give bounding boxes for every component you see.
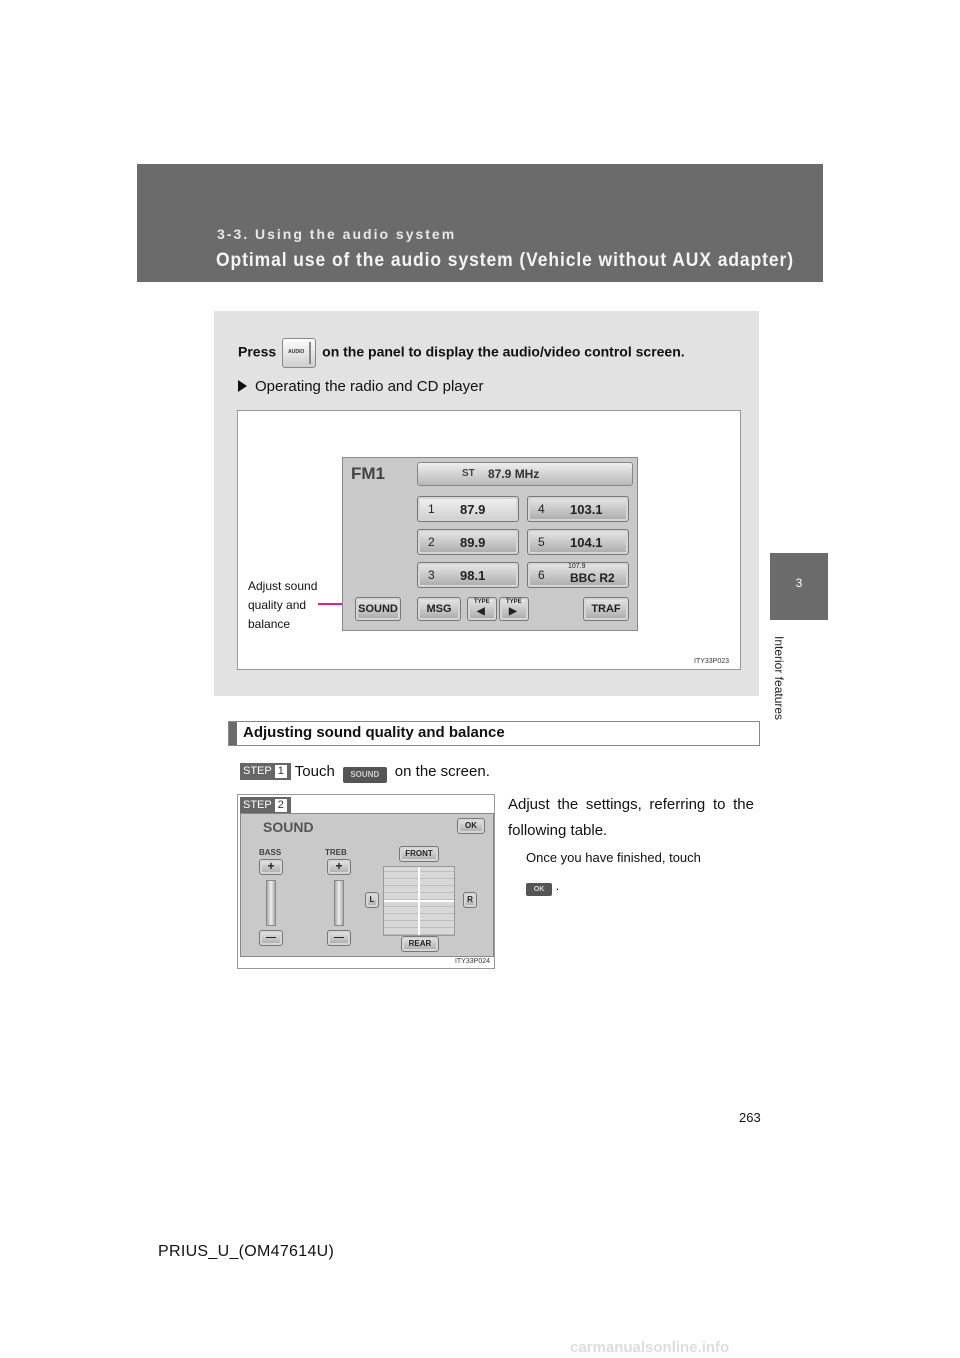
balance-crosshair-v <box>418 867 420 935</box>
preset-value: 89.9 <box>460 535 486 550</box>
preset-number: 4 <box>538 502 545 516</box>
triangle-bullet-icon <box>238 380 247 392</box>
preset-2-button[interactable] <box>417 529 519 555</box>
step-number: 1 <box>274 764 288 779</box>
radio-screen <box>342 457 638 631</box>
callout-label: Adjust sound quality and balance <box>248 579 318 631</box>
preset-number: 3 <box>428 568 435 582</box>
sound-figure <box>237 794 495 969</box>
press-instruction <box>238 338 685 368</box>
bass-minus-button[interactable]: — <box>259 930 283 946</box>
page-heading: Optimal use of the audio system (Vehicle without AUX adapter) <box>216 250 795 271</box>
preset-number: 5 <box>538 535 545 549</box>
sound-screen <box>240 813 494 957</box>
footer-code: PRIUS_U_(OM47614U) <box>158 1243 335 1260</box>
preset-value: 104.1 <box>570 535 603 550</box>
step-badge <box>240 797 291 814</box>
section-heading-bar <box>228 721 760 746</box>
traf-button[interactable]: TRAF <box>583 597 629 621</box>
balance-grid[interactable] <box>383 866 455 936</box>
left-arrow-icon: ◀ <box>477 606 485 617</box>
right-button[interactable]: R <box>463 892 477 908</box>
preset-value: 87.9 <box>460 502 486 517</box>
preset-3-button[interactable] <box>417 562 519 588</box>
ok-button[interactable]: OK <box>457 818 485 834</box>
page-number: 263 <box>739 1110 761 1125</box>
press-before: Press <box>238 343 277 360</box>
bass-label: BASS <box>259 848 282 857</box>
audio-button-label: AUDIO <box>288 349 305 355</box>
sound-button[interactable]: SOUND <box>355 597 401 621</box>
sound-screen-title: SOUND <box>263 819 314 835</box>
preset-number: 6 <box>538 568 545 582</box>
type-label: TYPE <box>474 599 490 605</box>
preset-5-button[interactable] <box>527 529 629 555</box>
frequency-display <box>417 462 633 486</box>
preset-number: 2 <box>428 535 435 549</box>
figure-code: ITY33P024 <box>454 958 490 965</box>
bullet-text: Operating the radio and CD player <box>255 378 484 395</box>
note-text <box>526 844 754 900</box>
preset-4-button[interactable] <box>527 496 629 522</box>
step-badge <box>240 763 291 780</box>
preset-sub-frequency: 107.9 <box>568 563 586 570</box>
type-prev-button[interactable] <box>467 597 497 621</box>
step1-before: Touch <box>294 763 335 780</box>
audio-button-icon <box>282 338 316 368</box>
ok-chip-icon: OK <box>526 883 552 896</box>
preset-value: 103.1 <box>570 502 603 517</box>
press-after: on the panel to display the audio/video control screen. <box>322 343 685 360</box>
step-1 <box>240 763 490 783</box>
left-button[interactable]: L <box>365 892 379 908</box>
bullet-item <box>238 378 483 395</box>
bass-plus-button[interactable]: + <box>259 859 283 875</box>
step-2-text: Adjust the settings, referring to the following table. <box>508 796 754 839</box>
preset-value: 98.1 <box>460 568 486 583</box>
frequency-value: 87.9 MHz <box>488 467 540 481</box>
type-next-button[interactable] <box>499 597 529 621</box>
right-arrow-icon: ▶ <box>509 606 517 617</box>
front-button[interactable]: FRONT <box>399 846 439 862</box>
step-label: STEP <box>243 799 272 811</box>
chapter-number: 3 <box>795 576 803 590</box>
note-before: Once you have finished, touch <box>526 850 701 865</box>
sound-chip-icon: SOUND <box>343 767 387 783</box>
note-after: . <box>555 878 560 893</box>
preset-6-button[interactable] <box>527 562 629 588</box>
treb-plus-button[interactable]: + <box>327 859 351 875</box>
preset-1-button[interactable] <box>417 496 519 522</box>
treb-minus-button[interactable]: — <box>327 930 351 946</box>
chapter-title: Interior features <box>772 636 786 721</box>
watermark: carmanualsonline.info <box>570 1339 730 1356</box>
step1-after: on the screen. <box>394 763 490 780</box>
rear-button[interactable]: REAR <box>401 936 439 952</box>
msg-button[interactable]: MSG <box>417 597 461 621</box>
band-label: FM1 <box>351 464 385 483</box>
bass-slider[interactable] <box>266 880 276 926</box>
section-label: 3-3. Using the audio system <box>217 226 457 242</box>
stereo-indicator: ST <box>462 468 475 479</box>
treb-slider[interactable] <box>334 880 344 926</box>
treb-label: TREB <box>325 848 347 857</box>
type-label: TYPE <box>506 599 522 605</box>
step-label: STEP <box>243 765 272 777</box>
heading-marker <box>229 722 237 745</box>
preset-number: 1 <box>428 502 435 516</box>
step-number: 2 <box>274 798 288 813</box>
preset-value: BBC R2 <box>570 571 615 585</box>
figure-code: ITY33P023 <box>694 658 730 665</box>
section-heading: Adjusting sound quality and balance <box>243 724 505 741</box>
